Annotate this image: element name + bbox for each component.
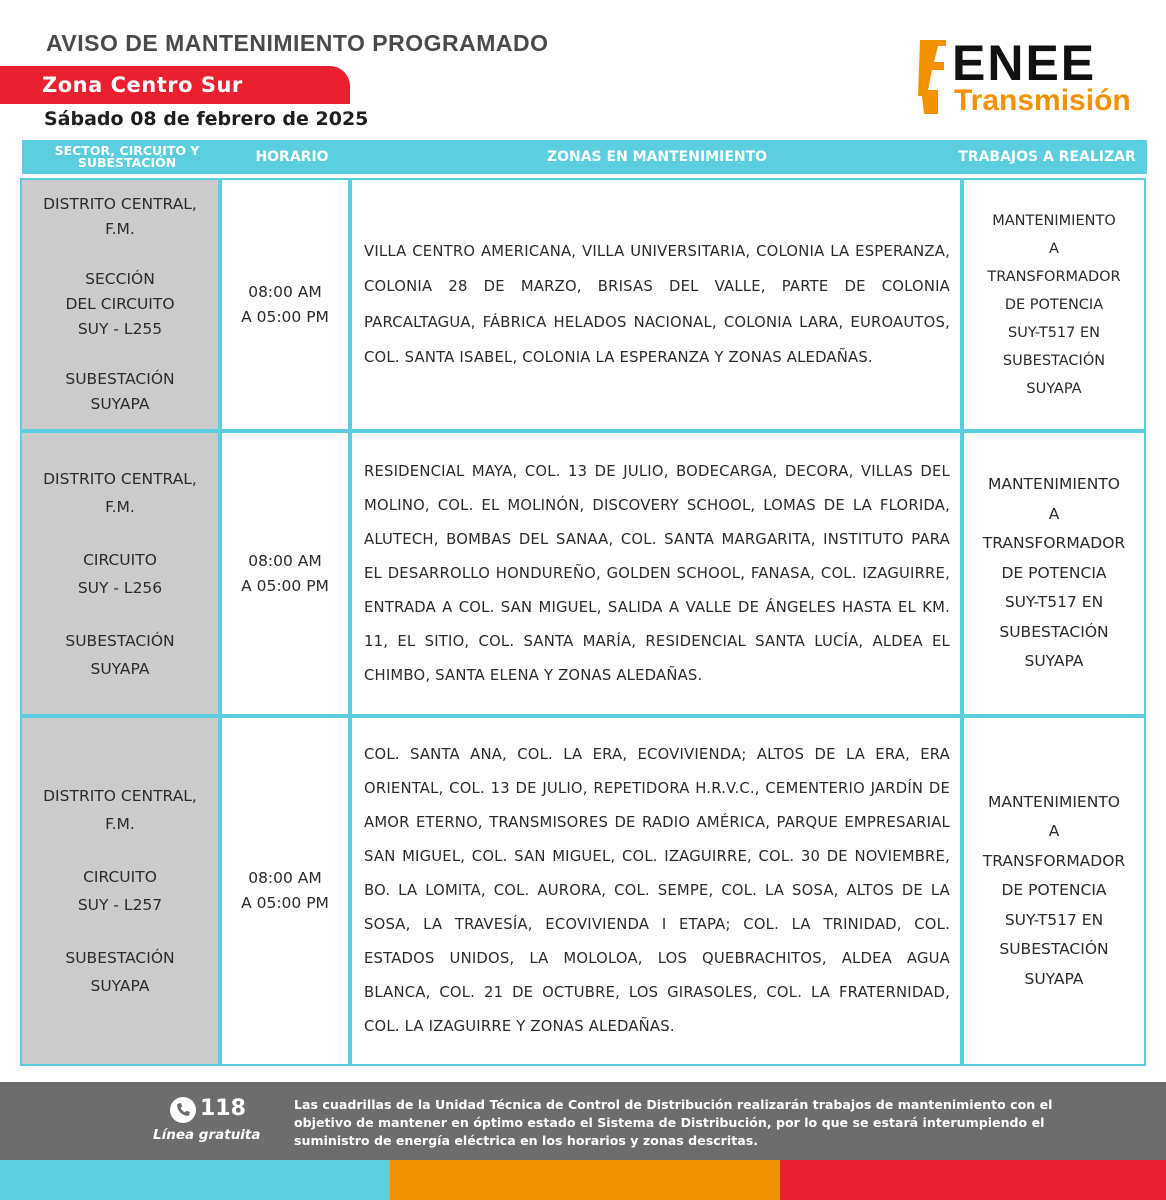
zones-text: VILLA CENTRO AMERICANA, VILLA UNIVERSITARIA, COLONIA LA ESPERANZA, COLONIA 28 DE MARZO, BRISAS DEL VALLE, PARTE DE COLONIA PARCALTAGUA, FÁBRICA HELADOS NACIONAL, COLONIA LARA, EUROAUTOS, COL. SANTA ISABEL, COLONIA LA ESPERANZA Y ZONAS ALEDAÑAS. <box>364 242 950 366</box>
lightning-bolt-icon <box>918 40 948 114</box>
header-zonas: ZONAS EN MANTENIMIENTO <box>546 149 768 165</box>
work-line: TRANSFORMADOR <box>982 851 1126 870</box>
work-line: DE POTENCIA <box>1001 881 1107 900</box>
hotline-label: Línea gratuita <box>153 1127 261 1143</box>
hotline-number: 118 <box>200 1096 246 1121</box>
zones-text: RESIDENCIAL MAYA, COL. 13 DE JULIO, BODECARGA, DECORA, VILLAS DEL MOLINO, COL. EL MOLINÓN, DISCOVERY SCHOOL, LOMAS DE LA FLORIDA, ALUTECH, BOMBAS DEL SANAA, COL. SANTA MARGARITA, INSTITUTO PARA EL DESARROLLO HONDUREÑO, GOLDEN SCHOOL, FANASA, COL. IZAGUIRRE, ENTRADA A COL. SAN MIGUEL, SALIDA A VALLE DE ÁNGELES HASTA EL KM. 11, EL SITIO, COL. SANTA MARÍA, RESIDENCIAL SANTA LUCÍA, ALDEA EL CHIMBO, SANTA ELENA Y ZONAS ALEDAÑAS. <box>364 462 950 684</box>
zones-cell <box>350 716 962 1066</box>
sector-line: F.M. <box>105 497 135 516</box>
schedule-cell <box>220 431 350 716</box>
sector-line: DISTRITO CENTRAL, <box>43 469 197 488</box>
logo-transmision-text: Transmisión <box>954 84 1131 117</box>
schedule-line: 08:00 AM <box>248 282 322 301</box>
work-cell <box>962 431 1146 716</box>
work-line: MANTENIMIENTO <box>987 792 1120 811</box>
logo-enee-text: ENEE <box>952 35 1097 91</box>
zone-label: Zona Centro Sur <box>42 73 243 97</box>
work-line: MANTENIMIENTO <box>987 475 1120 494</box>
work-line: TRANSFORMADOR <box>982 534 1126 553</box>
substation-line: SUYAPA <box>90 395 150 413</box>
work-line: SUBESTACIÓN <box>999 622 1109 641</box>
footer-notice: Las cuadrillas de la Unidad Técnica de Control de Distribución realizarán trabajos de mantenimiento con el objetivo de mantener en óptimo estado el Sistema de Distribución, por lo que se estará interumpiendo el suministro de energía eléctrica en los horarios y zonas descritas. <box>294 1097 1053 1148</box>
work-line: A <box>1049 240 1059 257</box>
notice-title: AVISO DE MANTENIMIENTO PROGRAMADO <box>46 30 549 56</box>
work-line: SUYAPA <box>1026 380 1082 397</box>
substation-line: SUYAPA <box>90 977 150 995</box>
circuit-line: CIRCUITO <box>83 868 157 886</box>
table-header <box>22 140 1147 174</box>
work-line: SUBESTACIÓN <box>1002 352 1106 369</box>
table-row <box>20 431 1146 716</box>
sector-line: F.M. <box>105 220 135 238</box>
substation-line: SUYAPA <box>90 659 150 678</box>
work-cell <box>962 178 1146 431</box>
header-sector: SECTOR, CIRCUITO Y SUBESTACIÓN <box>54 143 200 170</box>
zones-text: COL. SANTA ANA, COL. LA ERA, ECOVIVIENDA; ALTOS DE LA ERA, ERA ORIENTAL, COL. 13 DE JULIO, REPETIDORA H.R.V.C., CEMENTERIO JARDÍN DE AMOR ETERNO, TRANSMISORES DE RADIO AMÉRICA, PARQUE EMPRESARIAL SAN MIGUEL, COL. SAN MIGUEL, COL. IZAGUIRRE, COL. 30 DE NOVIEMBRE, BO. LA LOMITA, COL. AURORA, COL. SEMPE, COL. LA SOSA, ALTOS DE LA SOSA, LA TRAVESÍA, ECOVIVIENDA I ETAPA; COL. LA TRINIDAD, COL. ESTADOS UNIDOS, LA MOLOLOA, LOS QUEBRACHITOS, ALDEA AGUA BLANCA, COL. 21 DE OCTUBRE, LOS GIRASOLES, COL. LA FRATERNIDAD, COL. LA IZAGUIRRE Y ZONAS ALEDAÑAS. <box>364 746 950 1035</box>
schedule-line: 08:00 AM <box>248 869 322 887</box>
circuit-line: SUY - L256 <box>77 578 163 597</box>
sector-cell <box>20 178 220 431</box>
work-line: SUY-T517 EN <box>1004 593 1104 612</box>
schedule-line: A 05:00 PM <box>241 307 329 326</box>
schedule-line: A 05:00 PM <box>241 576 329 595</box>
circuit-line: CIRCUITO <box>83 550 157 569</box>
table-row <box>20 178 1146 431</box>
table-row <box>20 716 1146 1066</box>
work-line: DE POTENCIA <box>1004 296 1104 313</box>
zones-cell <box>350 431 962 716</box>
schedule-line: A 05:00 PM <box>241 894 329 912</box>
sector-line: DISTRITO CENTRAL, <box>43 195 197 213</box>
circuit-line: SECCIÓN <box>85 270 155 288</box>
header-horario: HORARIO <box>255 149 329 165</box>
enee-transmision-logo <box>918 35 1148 120</box>
work-line: TRANSFORMADOR <box>987 268 1121 285</box>
sector-cell <box>20 716 220 1066</box>
work-cell <box>962 716 1146 1066</box>
stripe-orange <box>390 1160 780 1200</box>
zone-banner <box>0 66 350 104</box>
work-line: SUBESTACIÓN <box>999 940 1109 959</box>
circuit-line: SUY - L257 <box>77 896 163 914</box>
sector-line: DISTRITO CENTRAL, <box>43 787 197 805</box>
zones-cell <box>350 178 962 431</box>
sector-cell <box>20 431 220 716</box>
work-line: MANTENIMIENTO <box>992 212 1116 229</box>
work-line: SUY-T517 EN <box>1004 910 1104 929</box>
work-line: SUYAPA <box>1024 652 1084 671</box>
schedule-line: 08:00 AM <box>248 551 322 570</box>
sector-line: F.M. <box>105 815 135 833</box>
phone-icon <box>170 1097 196 1123</box>
substation-line: SUBESTACIÓN <box>65 370 175 388</box>
circuit-line: SUY - L255 <box>77 320 163 338</box>
stripe-red <box>780 1160 1166 1200</box>
stripe-cyan <box>0 1160 390 1200</box>
notice-date: Sábado 08 de febrero de 2025 <box>44 108 369 130</box>
substation-line: SUBESTACIÓN <box>65 631 175 650</box>
work-line: A <box>1048 822 1060 841</box>
footer-bar <box>0 1082 1166 1160</box>
schedule-cell <box>220 716 350 1066</box>
work-line: A <box>1048 504 1060 523</box>
work-line: SUY-T517 EN <box>1007 324 1100 341</box>
schedule-cell <box>220 178 350 431</box>
header-trabajos: TRABAJOS A REALIZAR <box>958 149 1136 165</box>
work-line: SUYAPA <box>1024 969 1084 988</box>
work-line: DE POTENCIA <box>1001 563 1107 582</box>
substation-line: SUBESTACIÓN <box>65 949 175 967</box>
circuit-line: DEL CIRCUITO <box>65 295 175 313</box>
